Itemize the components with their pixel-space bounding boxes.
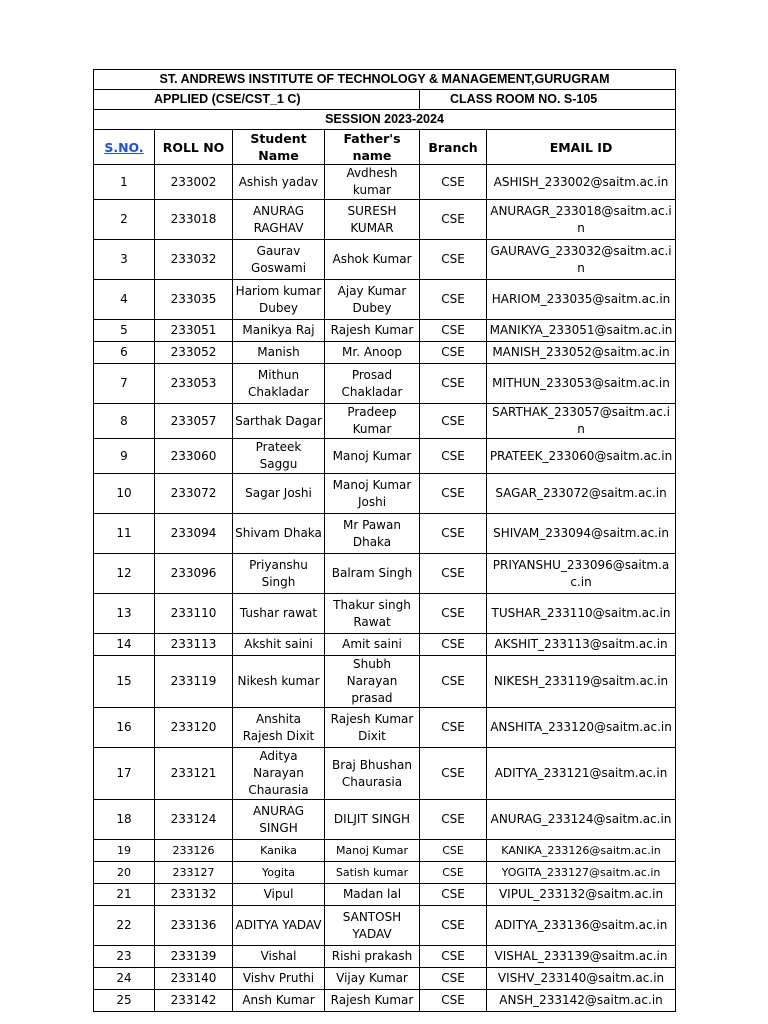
cell-sno: 21 [94,884,155,906]
cell-father-name: Rajesh Kumar [325,320,420,342]
table-row [94,240,676,280]
applied-label: APPLIED (CSE/CST_1 C) [94,90,420,110]
session-label: SESSION 2023-2024 [94,110,676,130]
cell-student-name: Vipul [233,884,325,906]
cell-branch: CSE [420,656,487,708]
table-row [94,342,676,364]
cell-student-name: Hariom kumar Dubey [233,280,325,320]
cell-roll: 233121 [155,748,233,800]
cell-email: NIKESH_233119@saitm.ac.in [487,656,676,708]
table-row [94,634,676,656]
table-row [94,364,676,404]
cell-roll: 233094 [155,514,233,554]
table-row [94,514,676,554]
table-row [94,946,676,968]
table-row [94,594,676,634]
cell-student-name: Manish [233,342,325,364]
cell-roll: 233127 [155,862,233,884]
cell-student-name: Vishv Pruthi [233,968,325,990]
cell-branch: CSE [420,800,487,840]
cell-father-name: Satish kumar [325,862,420,884]
cell-email: TUSHAR_233110@saitm.ac.in [487,594,676,634]
cell-roll: 233119 [155,656,233,708]
cell-student-name: Akshit saini [233,634,325,656]
cell-branch: CSE [420,240,487,280]
cell-email: VISHV_233140@saitm.ac.in [487,968,676,990]
cell-father-name: Manoj Kumar Joshi [325,474,420,514]
cell-student-name: Ansh Kumar [233,990,325,1012]
cell-sno: 18 [94,800,155,840]
cell-student-name: Sagar Joshi [233,474,325,514]
applied-row [94,90,676,110]
column-header-row [94,130,676,165]
cell-email: ANURAG_233124@saitm.ac.in [487,800,676,840]
cell-branch: CSE [420,708,487,748]
cell-sno: 11 [94,514,155,554]
cell-father-name: Shubh Narayan prasad [325,656,420,708]
cell-email: VISHAL_233139@saitm.ac.in [487,946,676,968]
cell-sno: 6 [94,342,155,364]
col-header-father-name: Father's name [325,130,420,165]
col-header-email: EMAIL ID [487,130,676,165]
cell-branch: CSE [420,342,487,364]
cell-email: YOGITA_233127@saitm.ac.in [487,862,676,884]
cell-student-name: Anshita Rajesh Dixit [233,708,325,748]
cell-roll: 233032 [155,240,233,280]
cell-email: MITHUN_233053@saitm.ac.in [487,364,676,404]
cell-roll: 233072 [155,474,233,514]
cell-sno: 12 [94,554,155,594]
table-row [94,748,676,800]
cell-email: ADITYA_233136@saitm.ac.in [487,906,676,946]
table-row [94,554,676,594]
col-header-sno[interactable]: S.NO. [94,130,155,165]
cell-email: HARIOM_233035@saitm.ac.in [487,280,676,320]
table-row [94,862,676,884]
cell-email: GAURAVG_233032@saitm.ac.in [487,240,676,280]
cell-sno: 5 [94,320,155,342]
cell-sno: 7 [94,364,155,404]
cell-sno: 24 [94,968,155,990]
cell-student-name: Shivam Dhaka [233,514,325,554]
cell-email: MANIKYA_233051@saitm.ac.in [487,320,676,342]
cell-sno: 22 [94,906,155,946]
cell-email: SHIVAM_233094@saitm.ac.in [487,514,676,554]
cell-roll: 233132 [155,884,233,906]
cell-roll: 233110 [155,594,233,634]
cell-branch: CSE [420,990,487,1012]
cell-father-name: Rishi prakash [325,946,420,968]
cell-student-name: Nikesh kumar [233,656,325,708]
cell-sno: 2 [94,200,155,240]
cell-email: ADITYA_233121@saitm.ac.in [487,748,676,800]
cell-student-name: ANURAG RAGHAV [233,200,325,240]
table-row [94,884,676,906]
student-list-table [93,69,676,1012]
cell-sno: 13 [94,594,155,634]
cell-branch: CSE [420,840,487,862]
cell-branch: CSE [420,165,487,200]
cell-branch: CSE [420,634,487,656]
session-row [94,110,676,130]
cell-branch: CSE [420,474,487,514]
cell-branch: CSE [420,439,487,474]
institute-title-row [94,70,676,90]
cell-sno: 3 [94,240,155,280]
cell-branch: CSE [420,364,487,404]
cell-father-name: Amit saini [325,634,420,656]
cell-student-name: ANURAG SINGH [233,800,325,840]
cell-branch: CSE [420,404,487,439]
cell-roll: 233060 [155,439,233,474]
cell-roll: 233057 [155,404,233,439]
classroom-label: CLASS ROOM NO. S-105 [420,90,676,110]
cell-branch: CSE [420,862,487,884]
cell-father-name: Ashok Kumar [325,240,420,280]
cell-father-name: Avdhesh kumar [325,165,420,200]
cell-student-name: Ashish yadav [233,165,325,200]
cell-father-name: Ajay Kumar Dubey [325,280,420,320]
cell-roll: 233140 [155,968,233,990]
table-row [94,708,676,748]
cell-email: SAGAR_233072@saitm.ac.in [487,474,676,514]
col-header-roll: ROLL NO [155,130,233,165]
cell-sno: 14 [94,634,155,656]
cell-roll: 233096 [155,554,233,594]
cell-sno: 9 [94,439,155,474]
cell-branch: CSE [420,554,487,594]
cell-father-name: Manoj Kumar [325,840,420,862]
table-row [94,990,676,1012]
cell-student-name: Prateek Saggu [233,439,325,474]
cell-student-name: ADITYA YADAV [233,906,325,946]
cell-email: ASHISH_233002@saitm.ac.in [487,165,676,200]
cell-roll: 233120 [155,708,233,748]
cell-father-name: SURESH KUMAR [325,200,420,240]
table-row [94,840,676,862]
cell-father-name: Rajesh Kumar [325,990,420,1012]
cell-student-name: Kanika [233,840,325,862]
cell-branch: CSE [420,280,487,320]
table-row [94,165,676,200]
cell-branch: CSE [420,906,487,946]
cell-roll: 233142 [155,990,233,1012]
cell-student-name: Vishal [233,946,325,968]
cell-father-name: Madan lal [325,884,420,906]
table-row [94,656,676,708]
cell-sno: 23 [94,946,155,968]
cell-roll: 233136 [155,906,233,946]
cell-student-name: Tushar rawat [233,594,325,634]
cell-father-name: Prosad Chakladar [325,364,420,404]
cell-father-name: SANTOSH YADAV [325,906,420,946]
cell-branch: CSE [420,884,487,906]
cell-roll: 233035 [155,280,233,320]
cell-branch: CSE [420,514,487,554]
table-row [94,200,676,240]
cell-email: ANURAGR_233018@saitm.ac.in [487,200,676,240]
institute-title: ST. ANDREWS INSTITUTE OF TECHNOLOGY & MANAGEMENT,GURUGRAM [94,70,676,90]
cell-father-name: Mr. Anoop [325,342,420,364]
table-row [94,320,676,342]
cell-email: PRATEEK_233060@saitm.ac.in [487,439,676,474]
cell-branch: CSE [420,320,487,342]
cell-sno: 20 [94,862,155,884]
cell-branch: CSE [420,200,487,240]
cell-email: AKSHIT_233113@saitm.ac.in [487,634,676,656]
cell-student-name: Mithun Chakladar [233,364,325,404]
cell-father-name: Thakur singh Rawat [325,594,420,634]
table-row [94,280,676,320]
cell-father-name: Vijay Kumar [325,968,420,990]
cell-sno: 17 [94,748,155,800]
cell-student-name: Yogita [233,862,325,884]
cell-sno: 16 [94,708,155,748]
cell-email: ANSHITA_233120@saitm.ac.in [487,708,676,748]
cell-branch: CSE [420,748,487,800]
cell-father-name: Balram Singh [325,554,420,594]
cell-roll: 233113 [155,634,233,656]
table-row [94,800,676,840]
cell-roll: 233052 [155,342,233,364]
cell-father-name: DILJIT SINGH [325,800,420,840]
cell-student-name: Gaurav Goswami [233,240,325,280]
cell-roll: 233124 [155,800,233,840]
cell-roll: 233053 [155,364,233,404]
cell-sno: 10 [94,474,155,514]
table-row [94,404,676,439]
cell-sno: 8 [94,404,155,439]
cell-branch: CSE [420,946,487,968]
cell-father-name: Pradeep Kumar [325,404,420,439]
cell-father-name: Manoj Kumar [325,439,420,474]
cell-branch: CSE [420,594,487,634]
cell-student-name: Sarthak Dagar [233,404,325,439]
cell-email: KANIKA_233126@saitm.ac.in [487,840,676,862]
cell-email: VIPUL_233132@saitm.ac.in [487,884,676,906]
cell-father-name: Mr Pawan Dhaka [325,514,420,554]
cell-email: PRIYANSHU_233096@saitm.ac.in [487,554,676,594]
table-row [94,474,676,514]
cell-roll: 233126 [155,840,233,862]
cell-roll: 233051 [155,320,233,342]
cell-sno: 4 [94,280,155,320]
cell-father-name: Rajesh Kumar Dixit [325,708,420,748]
cell-email: ANSH_233142@saitm.ac.in [487,990,676,1012]
cell-sno: 15 [94,656,155,708]
cell-email: MANISH_233052@saitm.ac.in [487,342,676,364]
cell-sno: 19 [94,840,155,862]
cell-sno: 1 [94,165,155,200]
table-row [94,968,676,990]
cell-student-name: Aditya Narayan Chaurasia [233,748,325,800]
cell-sno: 25 [94,990,155,1012]
cell-father-name: Braj Bhushan Chaurasia [325,748,420,800]
col-header-student-name: Student Name [233,130,325,165]
cell-email: SARTHAK_233057@saitm.ac.in [487,404,676,439]
cell-branch: CSE [420,968,487,990]
table-row [94,439,676,474]
table-row [94,906,676,946]
cell-roll: 233002 [155,165,233,200]
cell-student-name: Manikya Raj [233,320,325,342]
cell-student-name: Priyanshu Singh [233,554,325,594]
cell-roll: 233018 [155,200,233,240]
col-header-branch: Branch [420,130,487,165]
cell-roll: 233139 [155,946,233,968]
